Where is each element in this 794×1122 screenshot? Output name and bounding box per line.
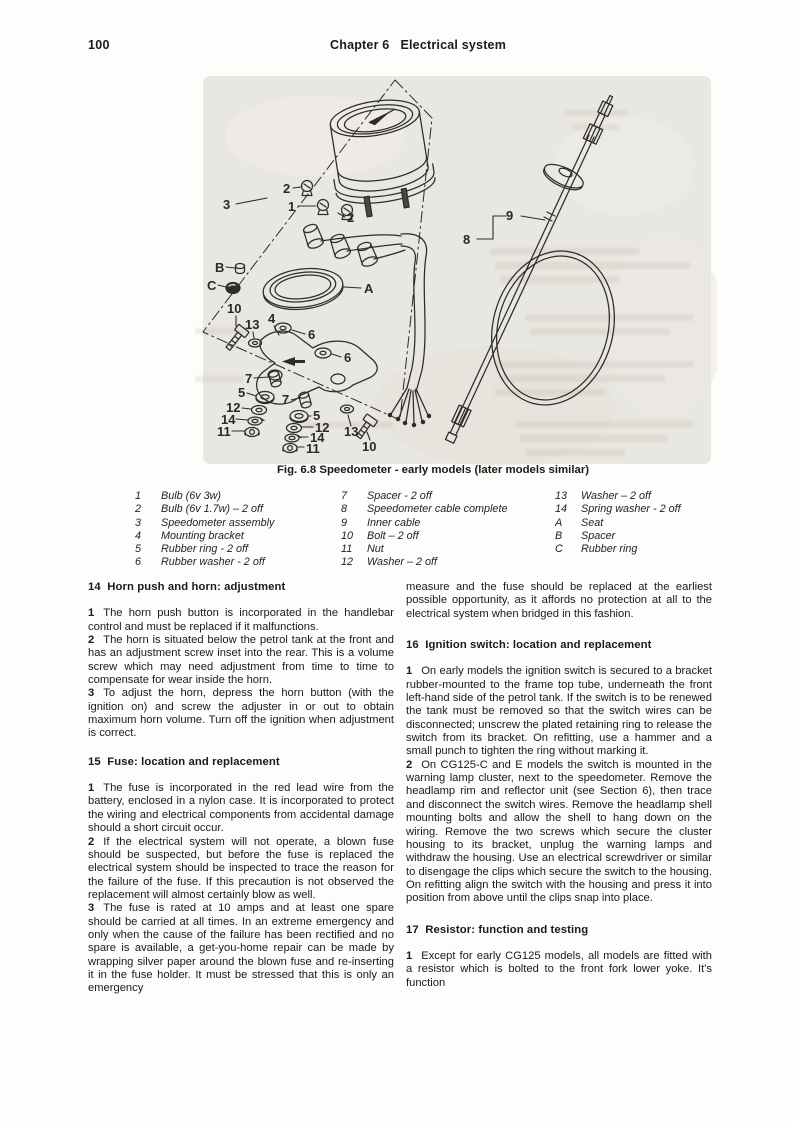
paragraph [88,782,394,835]
callout-10R: 10 [362,439,377,454]
part-row [341,543,553,556]
part-label: Spacer [581,529,616,542]
callout-12b: 12 [315,420,330,435]
paragraph-number: 2 [88,835,95,848]
paragraph-number: 2 [88,634,95,647]
part-row [135,530,340,543]
part-number: 9 [341,516,348,529]
part-label: Seat [581,516,604,529]
callout-13R: 13 [344,424,359,439]
section-heading: 15 Fuse: location and replacement [88,755,280,768]
part-label: Mounting bracket [161,529,244,542]
callout-14b: 14 [310,430,325,445]
part-row [135,543,340,556]
callout-1: 1 [288,199,296,214]
paragraph-number: 3 [88,902,95,915]
part-row [135,556,340,569]
part-row [341,530,553,543]
section-17 [406,924,712,990]
paragraph-number: 1 [88,782,95,795]
paragraph [406,665,712,758]
section-heading: 16 Ignition switch: location and replacement [406,639,652,652]
paragraph-text: If the electrical system will not operate, a blown fuse should be suspected, but before the fuse is replaced the electrical system should be inspected to trace the reason for the failure of the fuse. If this precaution is not observed the replacement will almost certainly blow as well. [88,835,394,901]
paragraph-number: 2 [406,758,413,771]
part-number: 11 [341,543,353,556]
parts-list-col2 [341,490,553,570]
paragraph-text: On early models the ignition switch is secured to a bracket rubber-mounted to the frame top tube, underneath the front left-hand side of the petrol tank. If the switch is to be renewed the tank must be removed so that the switch wires can be disconnected; unscrew the plated retaining ring to release the switch from its bracket. On refitting, use a hammer and a small punch to tighten the ring without marking it. [406,665,712,758]
callout-13L: 13 [245,317,260,332]
part-label: Speedometer assembly [161,516,275,529]
part-number: 1 [135,490,142,502]
part-number: 12 [341,556,354,569]
paragraph [88,634,394,687]
paragraph-number: 3 [88,687,95,700]
paragraph [406,950,712,990]
callout-7b: 7 [282,392,290,407]
part-number: 10 [341,529,354,542]
part-number: 2 [135,503,142,516]
part-number: 14 [555,503,568,516]
continuation-paragraph [406,581,712,621]
part-number: 4 [135,529,142,542]
part-row [341,503,553,516]
part-label: Rubber ring [581,543,638,556]
callout-12a: 12 [226,400,241,415]
part-row [555,503,720,516]
paragraph [88,902,394,995]
callout-11a: 11 [217,424,231,439]
part-label: Washer – 2 off [581,490,652,502]
part-label: Spring washer - 2 off [581,503,681,516]
section-14 [88,581,394,741]
part-label: Bulb (6v 1.7w) – 2 off [161,503,264,516]
section-heading: 17 Resistor: function and testing [406,923,589,936]
parts-list-col3 [555,490,720,556]
callout-C: C [207,278,217,293]
part-row [135,503,340,516]
part-label: Spacer - 2 off [367,490,432,502]
callout-6a: 6 [308,327,316,342]
part-number: 8 [341,503,348,516]
part-label: Inner cable [367,516,421,529]
callout-2b: 2 [347,210,355,225]
parts-list-col1 [135,490,340,570]
callout-4: 4 [268,311,276,326]
part-number: 6 [135,556,142,569]
callout-10L: 10 [227,301,242,316]
paragraph [406,759,712,906]
part-label: Washer – 2 off [367,556,438,569]
section-heading: 14 Horn push and horn: adjustment [88,581,286,593]
section-16 [406,639,712,906]
part-label: Rubber washer - 2 off [161,556,265,569]
speedometer-exploded-view [195,76,717,466]
part-row [341,556,553,569]
paragraph-number: 1 [406,949,413,962]
page-number: 100 [88,38,110,52]
callout-14a: 14 [221,412,236,427]
left-column [88,581,394,996]
part-number: C [555,543,563,556]
callout-7a: 7 [245,371,253,386]
part-row [135,517,340,530]
part-row [555,490,720,503]
paragraph-text: The horn push button is incorporated in the handlebar control and must be replaced if it malfunctions. [88,607,394,633]
part-number: A [555,516,563,529]
part-number: 5 [135,543,142,556]
callout-11b: 11 [306,441,320,456]
paragraph-text: On CG125-C and E models the switch is mounted in the warning lamp cluster, next to the speedometer. Remove the headlamp rim and reflector unit (see Section 6), then trace and disconnect the switch wires. Remove the headlamp shell mounting bolts and allow the shell to hang down on the wiring. Remove the two screws which secure the cluster housing to its bracket, unplug the warning lamps and withdraw the housing. Use an electrical screwdriver or similar to disengage the clips which secure the switch to the housing. On refitting align the switch with the housing and press it into position from above until the clips snap into place. [406,758,712,905]
part-label: Bolt – 2 off [367,529,419,542]
section-15 [88,756,394,996]
paragraph-text: Except for early CG125 models, all models are fitted with a resistor which is bolted to the front fork lower yoke. It's function [406,949,712,989]
callout-3: 3 [223,197,231,212]
callout-B: B [215,260,225,275]
callout-8: 8 [463,232,471,247]
callout-2a: 2 [283,181,291,196]
paragraph [88,687,394,740]
figure-background [203,76,717,466]
part-label: Nut [367,543,384,556]
part-label: Rubber ring - 2 off [161,543,249,556]
figure-diagram [195,76,717,466]
paragraph-text: The horn is situated below the petrol tank at the front and has an adjustment screw inset into the rear. This is a volume screw which may need adjustment from time to time to compensate for wear inside the horn. [88,634,394,687]
figure-caption: Fig. 6.8 Speedometer - early models (later models similar) [276,464,590,476]
paragraph-text: To adjust the horn, depress the horn button (with the ignition on) and screw the adjuster in or out to obtain maximum horn volume. Turn off the ignition when adjustment is correct. [88,687,394,740]
paragraph [88,836,394,903]
paragraph-text: The fuse is rated at 10 amps and at least one spare should be carried at all times. In an extreme emergency and only when the cause of the failure has been rectified and no spare is available, a get-you-home repair can be made by wrapping silver paper around the blown fuse and re-inserting it in the fuse holder. It must be stressed that this is only an emergency [88,902,394,995]
part-number: 3 [135,516,142,529]
callout-5b: 5 [313,408,321,423]
part-row [555,530,720,543]
callout-A: A [364,281,374,296]
paragraph-number: 1 [406,665,413,678]
part-label: Speedometer cable complete [367,503,508,516]
paragraph-text: measure and the fuse should be replaced at the earliest possible opportunity, as it affords no protection at all to the electrical system when bridged in this fashion. [406,581,712,620]
part-row [135,490,340,503]
part-row [555,543,720,556]
part-row [341,490,553,503]
paragraph [88,607,394,634]
paragraph-number: 1 [88,607,95,620]
paragraph-text: The fuse is incorporated in the red lead wire from the battery, enclosed in a nylon case. It is incorporated to protect the wiring and electrical components from accidental damage should a short circuit occur. [88,782,394,835]
callout-9: 9 [506,208,514,223]
part-number: 7 [341,490,348,502]
callout-5a: 5 [238,385,246,400]
rubber-ring-c [226,283,240,294]
part-row [555,517,720,530]
chapter-title: Chapter 6 Electrical system [330,38,507,52]
part-number: 13 [555,490,568,502]
part-row [341,517,553,530]
right-column [406,581,712,990]
callout-6b: 6 [344,350,352,365]
part-label: Bulb (6v 3w) [161,490,222,502]
part-number: B [555,529,563,542]
